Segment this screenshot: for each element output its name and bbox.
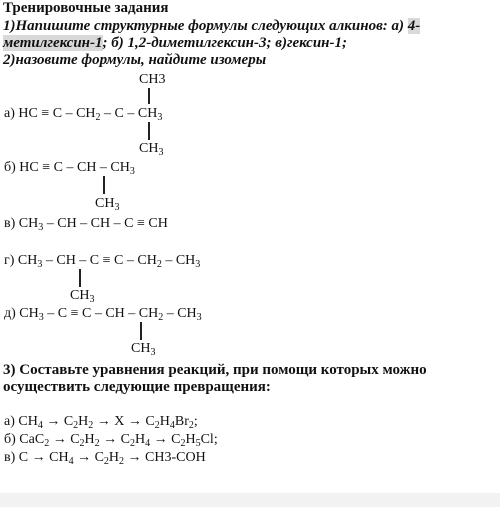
formula-b-bond xyxy=(103,176,105,194)
formula-c-label: в) xyxy=(4,216,16,231)
formula-d-main: д) $CH_3 - C \equiv C$ – CH – $CH_2 - CH_3$ xyxy=(4,306,202,323)
formula-a-bottom-ch3: $CH_3$ xyxy=(139,141,164,158)
formula-g-label: г) xyxy=(4,253,15,268)
task-3-line-1: 3) Составьте уравнения реакций, при помощи которых можно xyxy=(3,362,427,378)
reaction-c: в) $C \to CH_4 \to C_2H_2 \to CH3-COH$ xyxy=(4,450,206,467)
task-1-line-2 xyxy=(3,35,347,52)
formula-a-part-2: – C – CH xyxy=(100,106,158,121)
formula-c-main: в) $CH_3$ – CH – CH – C ≡ CH xyxy=(4,216,168,233)
formula-a-bond-bottom xyxy=(148,122,150,140)
formula-b-bottom-ch3: $CH_3$ xyxy=(95,196,120,213)
task-3-line-2: осуществить следующие превращения: xyxy=(3,379,271,395)
formula-g-main: г) $CH_3$ – CH – $C \equiv C - CH_2 - CH_3$ xyxy=(4,253,201,270)
formula-b-sub-1: 3 xyxy=(129,166,135,177)
formula-d-bond xyxy=(140,322,142,340)
task-1-line-1 xyxy=(3,18,420,35)
formula-b-part-1: HC ≡ C – CH – CH xyxy=(19,160,130,175)
formula-a-part-1: HC ≡ C – CH xyxy=(18,106,96,121)
task-2-line: 2)назовите формулы, найдите изомеры xyxy=(3,52,267,68)
formula-a-main xyxy=(4,106,162,122)
reaction-b: б) $CaC_2 \to C_2H_2 \to C_2H_4 \to C_2H_5Cl$; xyxy=(4,432,218,449)
formula-a-bond-top xyxy=(148,88,150,104)
task-1-rest: ; б) 1,2-диметилгексин-3; в)гексин-1; xyxy=(102,35,347,51)
formula-g-bottom-ch3: $CH_3$ xyxy=(70,288,95,305)
formula-b-main xyxy=(4,160,135,176)
formula-g-bond xyxy=(79,269,81,287)
formula-a-label: а) xyxy=(4,106,15,121)
formula-a-top-ch3: CH3 xyxy=(139,72,166,87)
bottom-strip xyxy=(0,493,500,507)
formula-b-label: б) xyxy=(4,160,16,175)
task-1-highlight-a: 4- xyxy=(407,18,421,34)
formula-d-label: д) xyxy=(4,306,16,321)
reaction-a: а) $CH_4 \to C_2H_2 \to X \to C_2H_4Br_2$; xyxy=(4,414,198,431)
formula-a-sub-1: 2 xyxy=(95,112,101,123)
task-1-highlight-b: метилгексин-1 xyxy=(3,35,103,51)
task-1-prefix: 1)Напишите структурные формулы следующих алкинов: а) xyxy=(3,18,408,34)
formula-a-sub-2: 3 xyxy=(157,112,163,123)
page-title: Тренировочные задания xyxy=(3,0,169,16)
formula-d-bottom-ch3: $CH_3$ xyxy=(131,341,156,358)
